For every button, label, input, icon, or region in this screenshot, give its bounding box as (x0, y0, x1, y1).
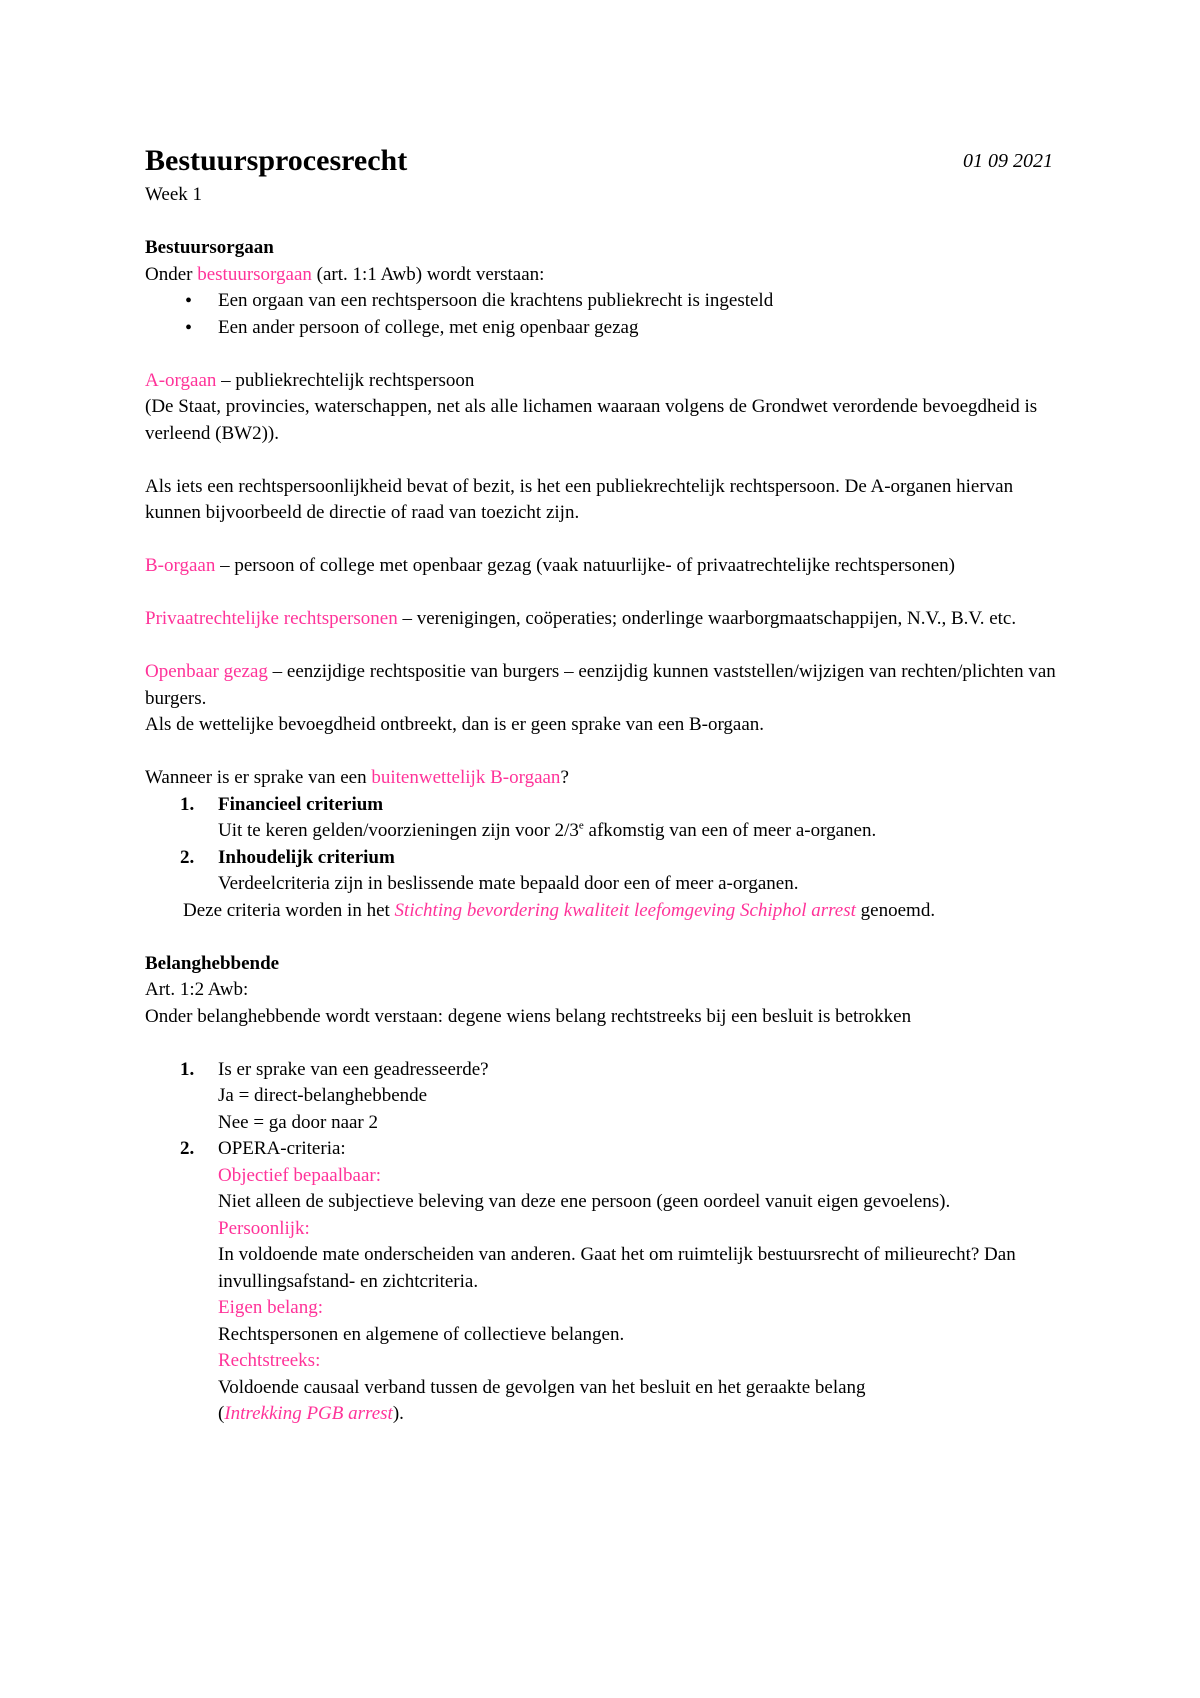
criterion-title: Inhoudelijk criterium (218, 846, 395, 868)
step-yes: Ja = direct-belanghebbende (218, 1085, 428, 1106)
bestuursorgaan-intro: Onder bestuursorgaan (art. 1:1 Awb) wordt verstaan: (145, 263, 545, 285)
criteria-note: Deze criteria worden in het Stichting bevordering kwaliteit leefomgeving Schiphol arrest genoemd. (183, 899, 936, 921)
case-reference: Intrekking PGB arrest (224, 1403, 393, 1424)
list-item (145, 845, 1065, 898)
belanghebbende-article: Art. 1:2 Awb: (145, 979, 249, 1000)
section-heading-bestuursorgaan: Bestuursorgaan (145, 237, 274, 258)
a-orgaan-paragraph: Als iets een rechtspersoonlijkheid bevat of bezit, is het een publiekrechtelijk rechtspersoon. De A-organen hiervan kunnen bijvoorbeeld de directie of raad van toezicht zijn. (145, 475, 1014, 523)
case-reference: Stichting bevordering kwaliteit leefomgeving Schiphol arrest (394, 899, 856, 921)
title-row (145, 140, 1065, 182)
criterion-text: Rechtspersonen en algemene of collectieve belangen. (218, 1323, 625, 1345)
criterion-text: Niet alleen de subjectieve beleving van deze ene persoon (geen oordeel vanuit eigen gevoelens). (218, 1191, 951, 1212)
document-page (145, 140, 1065, 1428)
term-eigen-belang: Eigen belang: (218, 1297, 323, 1318)
step-no: Nee = ga door naar 2 (218, 1111, 379, 1133)
criterion-text: Uit te keren gelden/voorzieningen zijn voor 2/3e afkomstig van een of meer a-organen. (218, 819, 877, 841)
privaatrechtelijke-definition: Privaatrechtelijke rechtspersonen – verenigingen, coöperaties; onderlinge waarborgmaatschappijen, N.V., B.V. etc. (145, 608, 1017, 629)
term-persoonlijk: Persoonlijk: (218, 1217, 310, 1239)
opera-label: OPERA-criteria: (218, 1138, 346, 1159)
term-rechtstreeks: Rechtstreeks: (218, 1350, 321, 1371)
list-item (145, 1136, 1065, 1428)
term-buitenwettelijk-b-orgaan: buitenwettelijk B-orgaan (371, 767, 561, 788)
bestuursorgaan-list (145, 288, 1065, 341)
list-item (145, 792, 1065, 845)
step-question: Is er sprake van een geadresseerde? (218, 1058, 489, 1080)
section-heading-belanghebbende: Belanghebbende (145, 952, 280, 974)
term-objectief-bepaalbaar: Objectief bepaalbaar: (218, 1164, 381, 1186)
criteria-list (145, 792, 1065, 898)
term-b-orgaan: B-orgaan (145, 555, 216, 576)
belanghebbende-steps (145, 1057, 1065, 1428)
term-bestuursorgaan: bestuursorgaan (197, 263, 312, 285)
page-title: Bestuursprocesrecht (145, 144, 408, 177)
week-label: Week 1 (145, 184, 203, 205)
criterion-text: Voldoende causaal verband tussen de gevolgen van het besluit en het geraakte belang (218, 1376, 866, 1398)
term-openbaar-gezag: Openbaar gezag (145, 661, 268, 682)
criterion-text: Verdeelcriteria zijn in beslissende mate bepaald door een of meer a-organen. (218, 873, 799, 894)
list-number: 2. (180, 1138, 195, 1159)
criterion-title: Financieel criterium (218, 793, 384, 815)
belanghebbende-definition: Onder belanghebbende wordt verstaan: degene wiens belang rechtstreeks bij een besluit is betrokken (145, 1005, 912, 1027)
term-a-orgaan: A-orgaan (145, 369, 217, 391)
list-item: • Een orgaan van een rechtspersoon die krachtens publiekrecht is ingesteld (145, 288, 1065, 315)
a-orgaan-definition: A-orgaan – publiekrechtelijk rechtspersoon (145, 369, 475, 391)
list-item: • Een ander persoon of college, met enig openbaar gezag (145, 315, 1065, 342)
document-date: 01 09 2021 (963, 150, 1053, 172)
list-number: 1. (180, 1058, 195, 1080)
list-number: 2. (180, 846, 195, 868)
a-orgaan-examples: (De Staat, provincies, waterschappen, net als alle lichamen waaraan volgens de Grondwet verordende bevoegdheid is verleend (BW2)). (145, 396, 1038, 444)
openbaar-gezag-definition: Openbaar gezag – eenzijdige rechtspositie van burgers – eenzijdig kunnen vaststellen/wijzigen van rechten/plichten van burgers. (145, 661, 1056, 709)
case-reference-line: (Intrekking PGB arrest). (218, 1403, 404, 1424)
buitenwettelijk-question: Wanneer is er sprake van een buitenwettelijk B-orgaan? (145, 767, 569, 788)
term-privaatrechtelijke-rechtspersonen: Privaatrechtelijke rechtspersonen (145, 608, 398, 629)
criterion-text: In voldoende mate onderscheiden van anderen. Gaat het om ruimtelijk bestuursrecht of milieurecht? Dan invullingsafstand- en zichtcriteria. (218, 1244, 1016, 1292)
openbaar-gezag-note: Als de wettelijke bevoegdheid ontbreekt, dan is er geen sprake van een B-orgaan. (145, 714, 765, 735)
list-item (145, 1057, 1065, 1137)
b-orgaan-definition: B-orgaan – persoon of college met openbaar gezag (vaak natuurlijke- of privaatrechtelijke rechtspersonen) (145, 555, 955, 576)
list-number: 1. (180, 793, 195, 815)
